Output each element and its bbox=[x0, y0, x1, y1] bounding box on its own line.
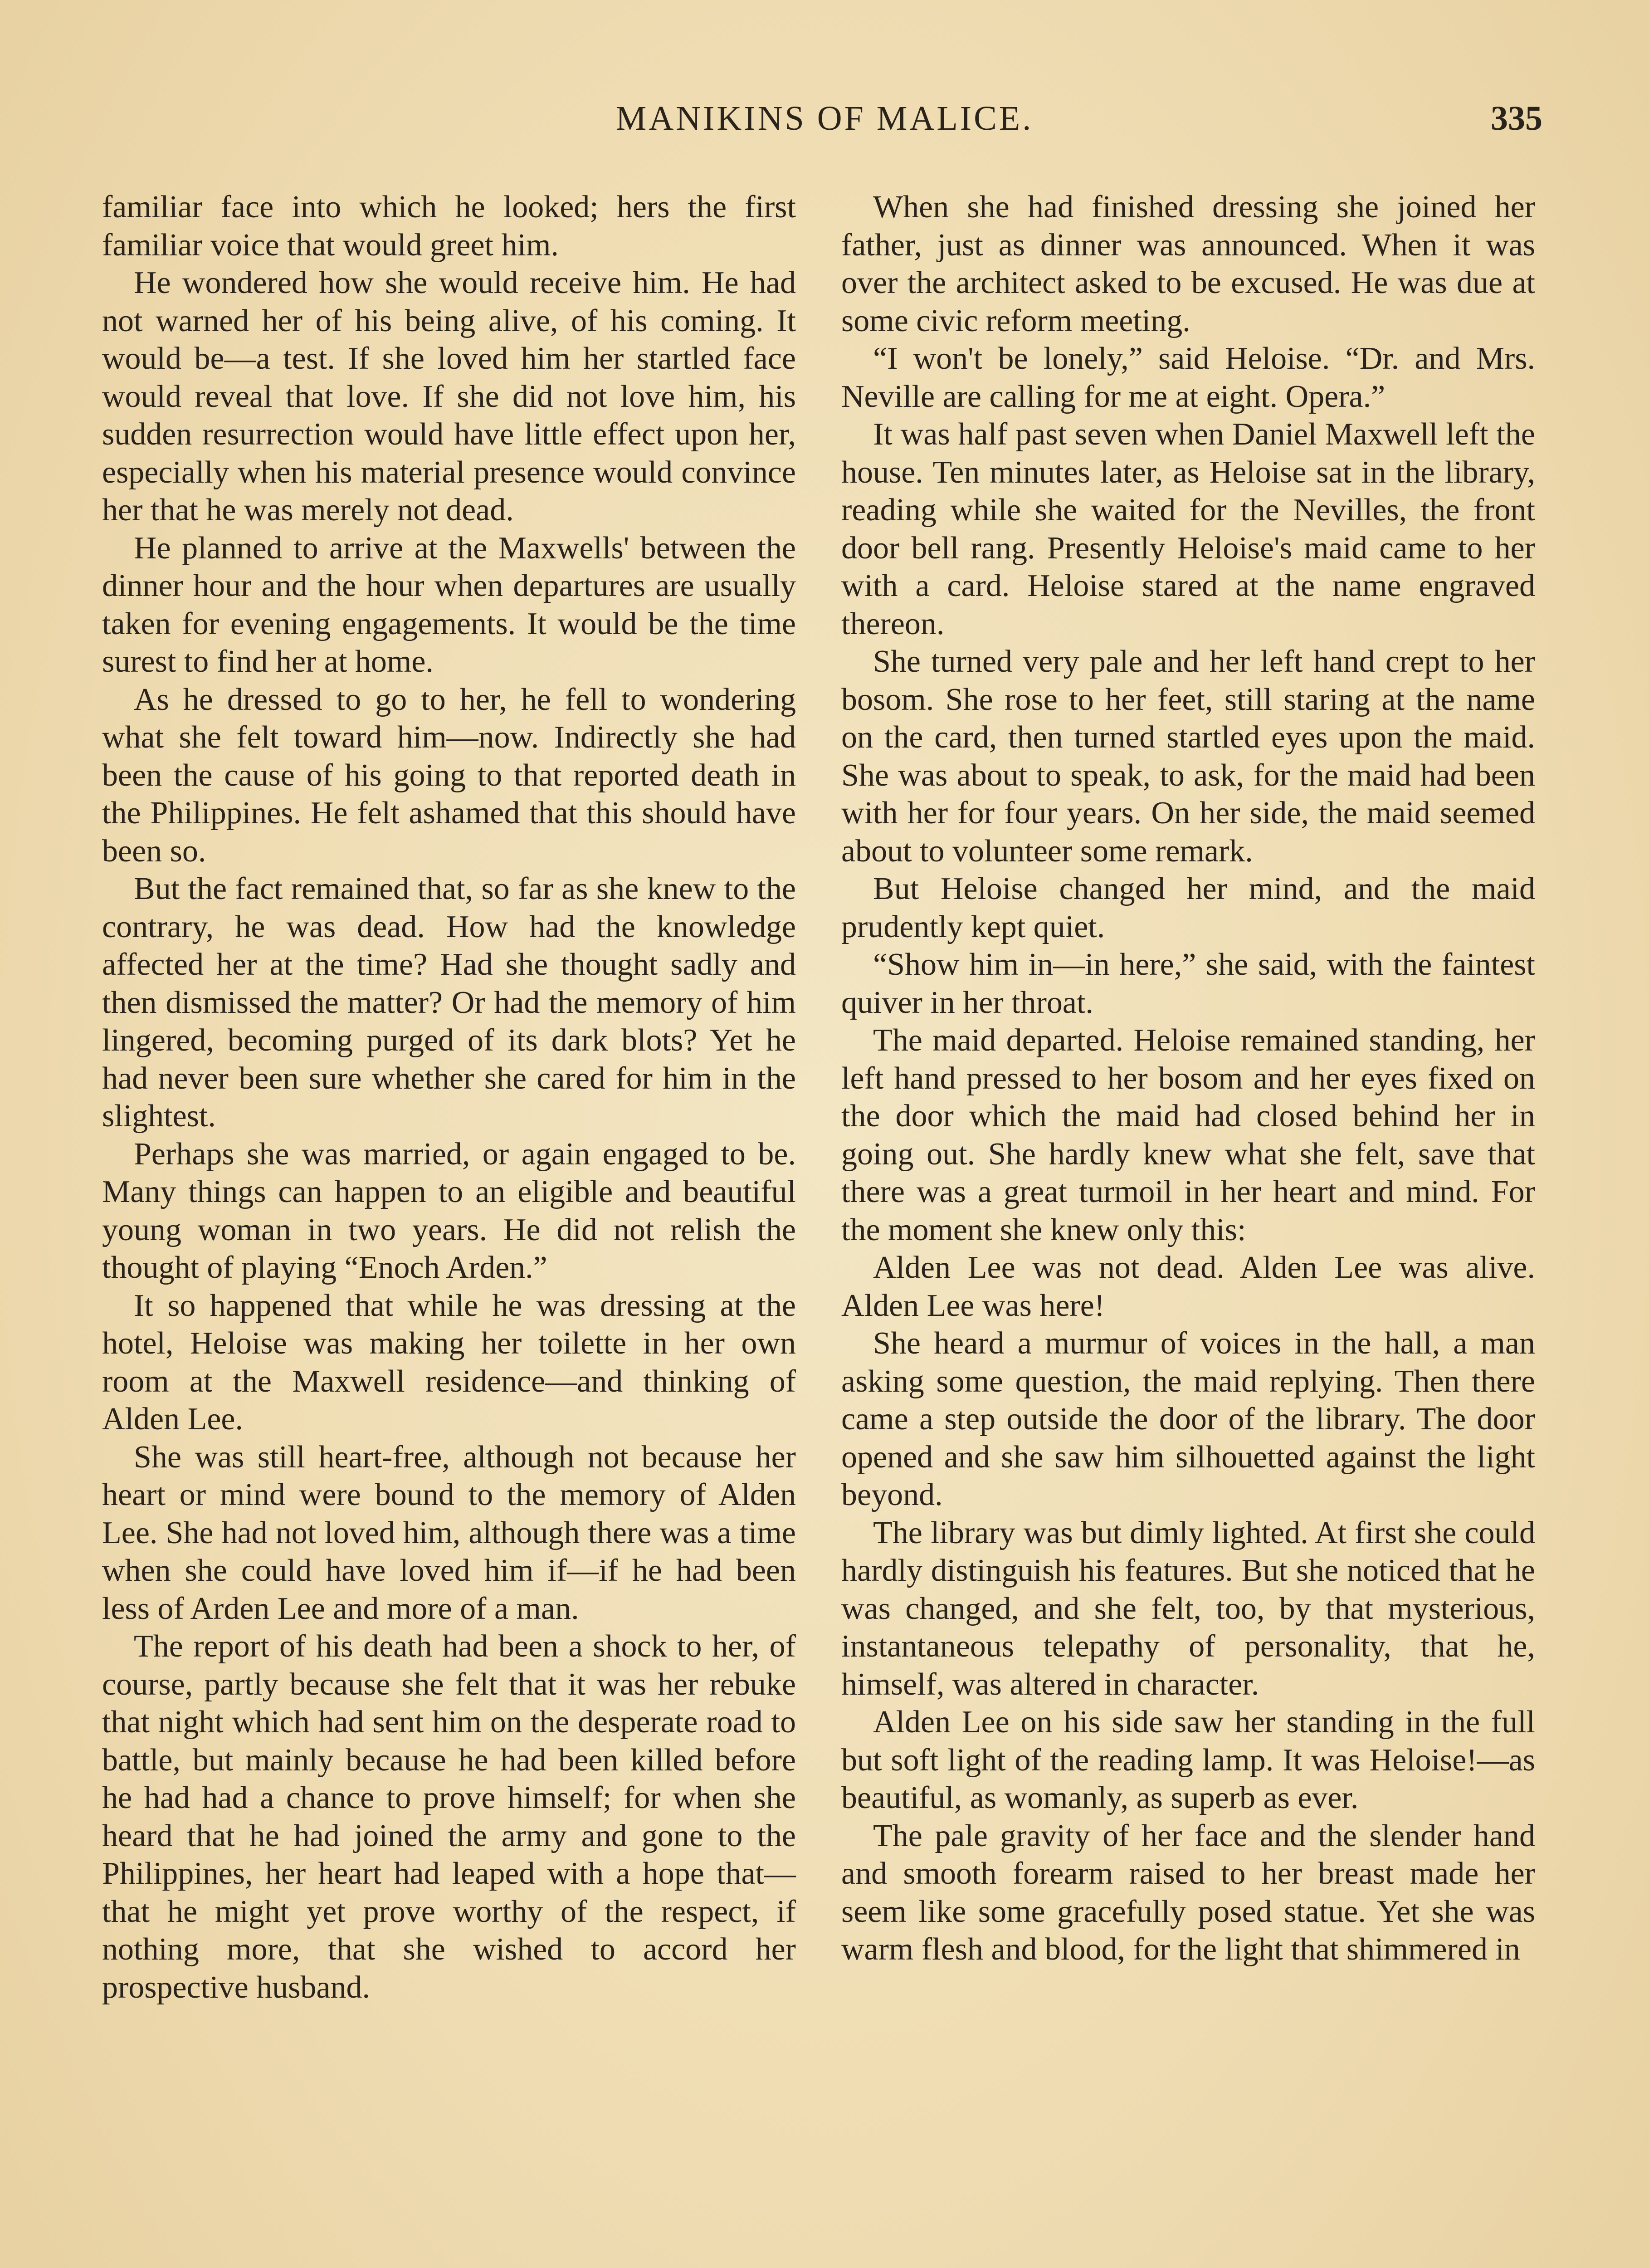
paragraph: “I won't be lonely,” said Heloise. “Dr. and Mrs. Neville are calling for me at eight. Opera.” bbox=[841, 341, 1535, 414]
paragraph: The library was but dimly lighted. At first she could hardly distinguish his features. But she noticed that he was changed, and she felt, too, by that mysterious, instantaneous telepathy of personality, that he, himself, was altered in character. bbox=[841, 1515, 1535, 1702]
paragraph: She heard a murmur of voices in the hall, a man asking some question, the maid replying. Then there came a step outside the door of the library. The door opened and she saw him silhouetted against the light beyond. bbox=[841, 1326, 1535, 1512]
paragraph: As he dressed to go to her, he fell to wondering what she felt toward him—now. Indirectly she had been the cause of his going to that reported death in the Philippines. He felt ashamed that this should have been so. bbox=[102, 682, 796, 869]
paragraph: He wondered how she would receive him. He had not warned her of his being alive, of his coming. It would be—a test. If she loved him her startled face would reveal that love. If she did not love him, his sudden resurrection would have little effect upon her, especially when his material presence would convince her that he was merely not dead. bbox=[102, 265, 796, 528]
paragraph: Alden Lee was not dead. Alden Lee was alive. Alden Lee was here! bbox=[841, 1250, 1535, 1323]
paragraph: The maid departed. Heloise remained standing, her left hand pressed to her bosom and her eyes fixed on the door which the maid had closed behind her in going out. She hardly knew what she felt, save that there was a great turmoil in her heart and mind. For the moment she knew only this: bbox=[841, 1023, 1535, 1247]
paragraph: When she had finished dressing she joined her father, just as dinner was announced. When it was over the architect asked to be excused. He was due at some civic reform meeting. bbox=[841, 190, 1535, 338]
page-header bbox=[0, 99, 1649, 153]
paragraph: He planned to arrive at the Maxwells' between the dinner hour and the hour when departures are usually taken for evening engagements. It would be the time surest to find her at home. bbox=[102, 530, 796, 679]
paragraph: The report of his death had been a shock to her, of course, partly because she felt that it was her rebuke that night which had sent him on the desperate road to battle, but mainly because he had been killed before he had had a chance to prove himself; for when she heard that he had joined the army and gone to the Philippines, her heart had leaped with a hope that—that he might yet prove worthy of the respect, if nothing more, that she wished to accord her prospective husband. bbox=[102, 1629, 796, 2005]
paragraph: “Show him in—in here,” she said, with the faintest quiver in her throat. bbox=[841, 947, 1535, 1020]
paragraph: Perhaps she was married, or again engaged to be. Many things can happen to an eligible and beautiful young woman in two years. He did not relish the thought of playing “Enoch Arden.” bbox=[102, 1136, 796, 1285]
right-text-column bbox=[841, 188, 1535, 1969]
paragraph: But Heloise changed her mind, and the maid prudently kept quiet. bbox=[841, 871, 1535, 944]
paragraph: She was still heart-free, although not because her heart or mind were bound to the memory of Alden Lee. She had not loved him, although there was a time when she could have loved him if—if he had been less of Arden Lee and more of a man. bbox=[102, 1439, 796, 1626]
running-title: MANIKINS OF MALICE. bbox=[615, 99, 1034, 137]
paragraph: It so happened that while he was dressing at the hotel, Heloise was making her toilette in her own room at the Maxwell residence—and thinking of Alden Lee. bbox=[102, 1288, 796, 1437]
paragraph: She turned very pale and her left hand crept to her bosom. She rose to her feet, still staring at the name on the card, then turned startled eyes upon the maid. She was about to speak, to ask, for the maid had been with her for four years. On her side, the maid seemed about to volunteer some remark. bbox=[841, 644, 1535, 869]
paragraph: But the fact remained that, so far as she knew to the contrary, he was dead. How had the knowledge affected her at the time? Had she thought sadly and then dismissed the matter? Or had the memory of him lingered, becoming purged of its dark blots? Yet he had never been sure whether she cared for him in the slightest. bbox=[102, 871, 796, 1134]
paragraph: It was half past seven when Daniel Maxwell left the house. Ten minutes later, as Heloise sat in the library, reading while she waited for the Nevilles, the front door bell rang. Presently Heloise's maid came to her with a card. Heloise stared at the name engraved thereon. bbox=[841, 417, 1535, 641]
page-number: 335 bbox=[1491, 99, 1542, 137]
paragraph: Alden Lee on his side saw her standing in the full but soft light of the reading lamp. It was Heloise!—as beautiful, as womanly, as superb as ever. bbox=[841, 1705, 1535, 1815]
paragraph: familiar face into which he looked; hers the first familiar voice that would greet him. bbox=[102, 190, 796, 263]
left-text-column bbox=[102, 188, 796, 2006]
paragraph: The pale gravity of her face and the slender hand and smooth forearm raised to her breast made her seem like some gracefully posed statue. Yet she was warm flesh and blood, for the light that shimmered in bbox=[841, 1818, 1535, 1967]
